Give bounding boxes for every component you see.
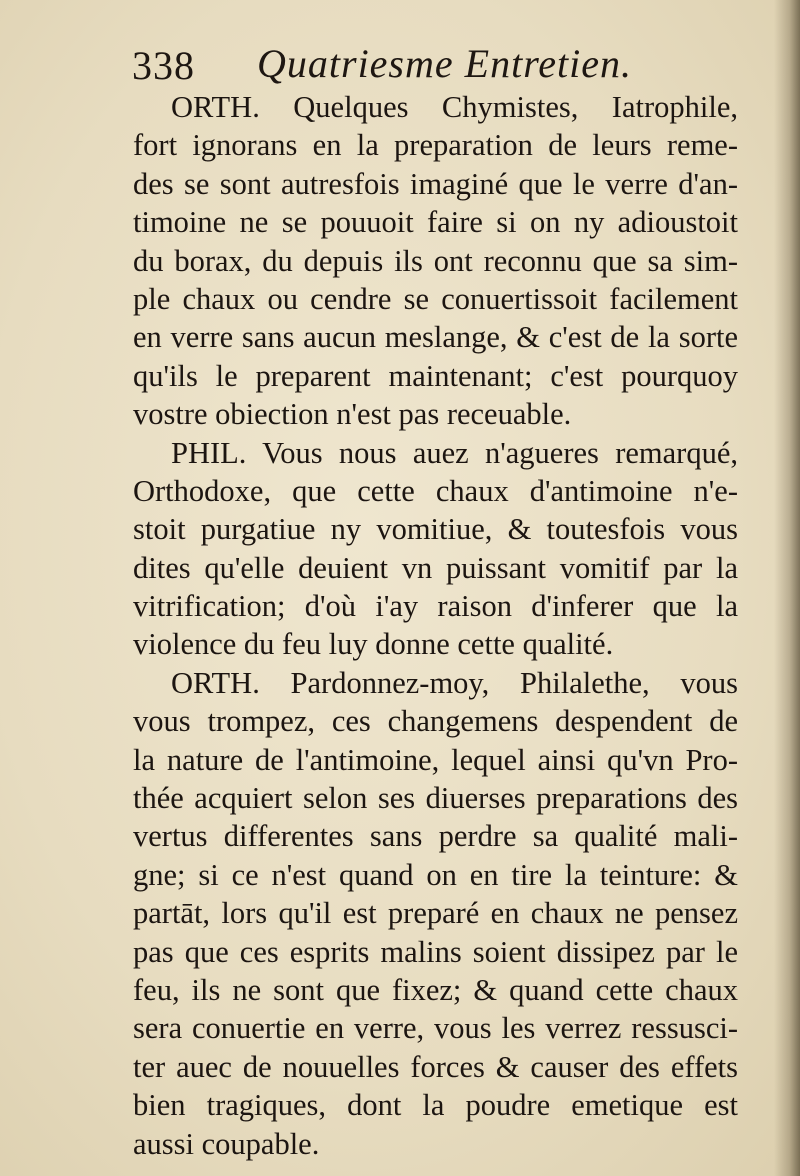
text-line: PHIL. Vous nous auez n'agueres remarqué,: [171, 435, 738, 470]
page-edge-shadow: [774, 0, 800, 1176]
text-line: bien tragiques, dont la poudre emetique est: [133, 1088, 738, 1123]
text-line: timoine ne se pouuoit faire si on ny adioustoit: [133, 205, 738, 240]
text-line: en verre sans aucun meslange, & c'est de la sorte: [133, 320, 738, 355]
text-line: ORTH. Pardonnez-moy, Philalethe, vous: [171, 665, 738, 700]
text-line: partāt, lors qu'il est preparé en chaux ne pensez: [133, 896, 738, 931]
text-line: Orthodoxe, que cette chaux d'antimoine n'e-: [133, 473, 738, 508]
text-line: qu'ils le preparent maintenant; c'est pourquoy: [133, 358, 738, 393]
text-line: sera conuertie en verre, vous les verrez ressusci-: [133, 1011, 738, 1046]
text-line: gne; si ce n'est quand on en tire la teinture: &: [133, 857, 738, 892]
text-line: du borax, du depuis ils ont reconnu que sa sim-: [133, 243, 738, 278]
text-line: fort ignorans en la preparation de leurs reme-: [133, 128, 738, 163]
text-line: stoit purgatiue ny vomitiue, & toutesfois vous: [133, 512, 738, 547]
page-header: [132, 38, 652, 88]
text-line: thée acquiert selon ses diuerses preparations des: [133, 781, 738, 816]
text-line: des se sont autresfois imaginé que le verre d'an-: [133, 166, 738, 201]
paragraph: [133, 664, 738, 1163]
text-line: la nature de l'antimoine, lequel ainsi qu'vn Pro-: [133, 742, 738, 777]
text-line: ORTH. Quelques Chymistes, Iatrophile,: [171, 90, 738, 124]
text-line: violence du feu luy donne cette qualité.: [133, 627, 614, 662]
body-text: [133, 88, 738, 1163]
paragraph: [133, 434, 738, 664]
text-line: vertus differentes sans perdre sa qualité mali-: [133, 819, 738, 854]
text-line: ter auec de nouuelles forces & causer des effets: [133, 1049, 738, 1084]
text-line: vous trompez, ces changemens despendent de: [133, 704, 738, 739]
page-number: 338: [132, 43, 195, 88]
text-line: vitrification; d'où i'ay raison d'inferer que la: [133, 589, 738, 624]
text-line: aussi coupable.: [133, 1126, 320, 1161]
paragraph: [133, 88, 738, 434]
running-head: Quatriesme Entretien.: [257, 41, 633, 86]
text-line: pas que ces esprits malins soient dissipez par le: [133, 934, 738, 969]
text-line: ple chaux ou cendre se conuertissoit facilement: [133, 281, 738, 316]
text-line: vostre obiection n'est pas receuable.: [133, 397, 572, 432]
text-line: dites qu'elle deuient vn puissant vomitif par la: [133, 550, 738, 585]
text-line: feu, ils ne sont que fixez; & quand cette chaux: [133, 972, 738, 1007]
